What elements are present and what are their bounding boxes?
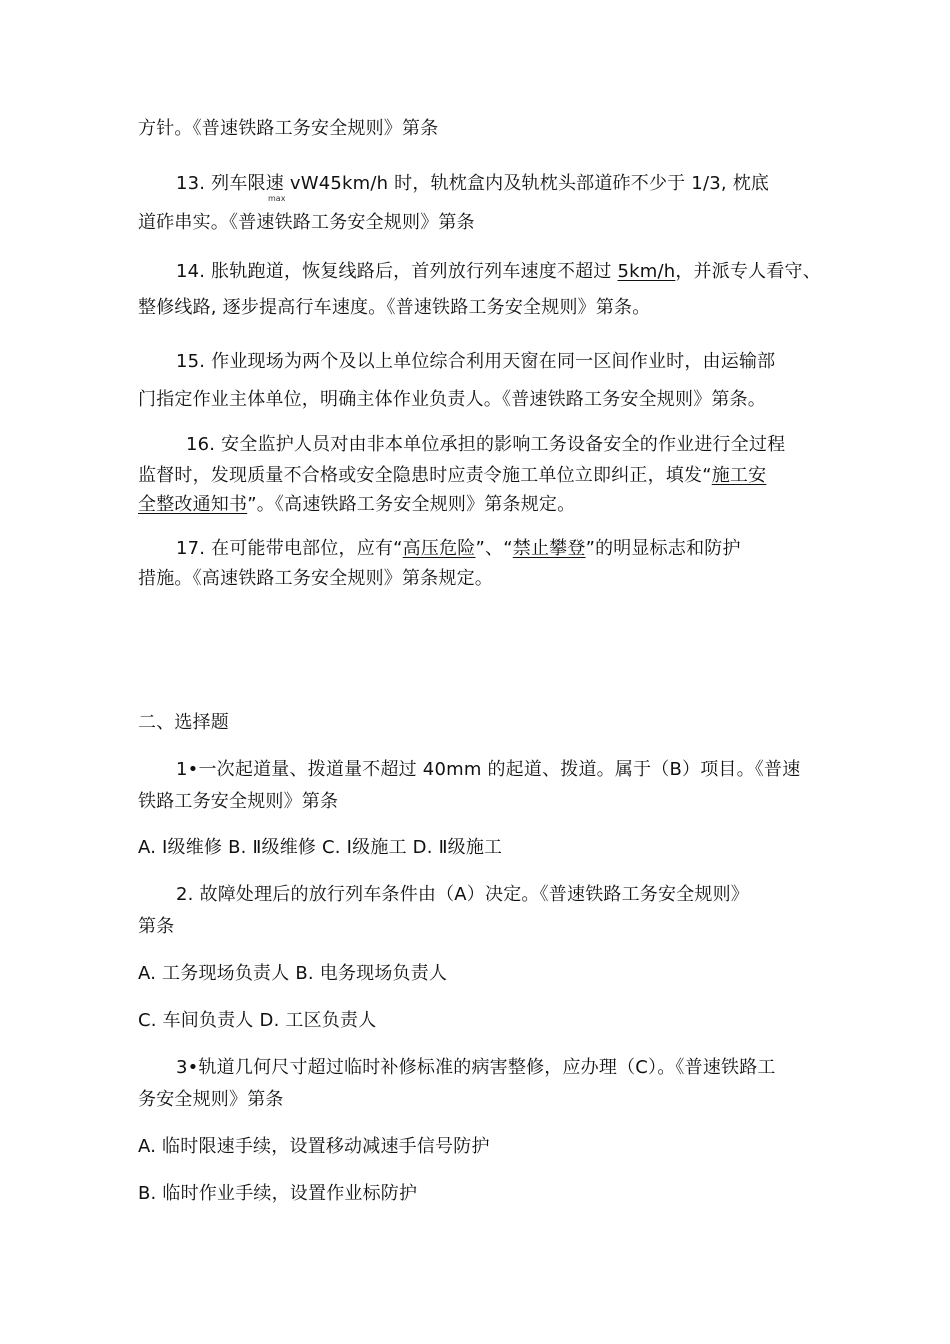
text: ”、“ xyxy=(475,538,513,559)
question-3-option-a: A. 临时限速手续，设置移动减速手信号防护 xyxy=(138,1136,490,1157)
question-2-line-1: 2. 故障处理后的放行列车条件由（A）决定。《普速铁路工务安全规则》 xyxy=(176,884,750,905)
item-16-line-1: 16. 安全监护人员对由非本单位承担的影响工务设备安全的作业进行全过程 xyxy=(186,434,786,455)
underlined-speed: 5km/h xyxy=(617,261,676,282)
question-3-line-1: 3•轨道几何尺寸超过临时补修标准的病害整修，应办理（C）。《普速铁路工 xyxy=(176,1057,776,1078)
underlined-sign: 禁止攀登 xyxy=(512,538,586,559)
item-15-line-2: 门指定作业主体单位，明确主体作业负责人。《普速铁路工务安全规则》第条。 xyxy=(138,389,766,410)
underlined-sign: 高压危险 xyxy=(402,538,476,559)
text-line: 方针。《普速铁路工务安全规则》第条 xyxy=(138,118,439,139)
item-13-line-2: 道砟串实。《普速铁路工务安全规则》第条 xyxy=(138,212,475,233)
item-13-line-1: 13. 列车限速 vW45km/h 时，轨枕盒内及轨枕头部道砟不少于 1/3, 枕底 xyxy=(176,173,770,194)
question-1-line-1: 1•一次起道量、拨道量不超过 40mm 的起道、拨道。属于（B）项目。《普速 xyxy=(176,759,801,780)
item-17-line-2: 措施。《高速铁路工务安全规则》第条规定。 xyxy=(138,568,493,589)
question-1-options: A. Ⅰ级维修 B. Ⅱ级维修 C. Ⅰ级施工 D. Ⅱ级施工 xyxy=(138,837,503,858)
item-14-line-2: 整修线路, 逐步提高行车速度。《普速铁路工务安全规则》第条。 xyxy=(138,297,651,318)
question-3-line-2: 务安全规则》第条 xyxy=(138,1089,284,1110)
section-heading: 二、选择题 xyxy=(138,712,229,733)
text: 14. 胀轨跑道，恢复线路后，首列放行列车速度不超过 xyxy=(176,261,618,282)
item-14-line-1 xyxy=(176,261,821,283)
underlined-notice: 施工安 xyxy=(711,465,767,486)
question-2-options-1: A. 工务现场负责人 B. 电务现场负责人 xyxy=(138,963,448,984)
speed-subscript: max xyxy=(268,194,286,203)
question-2-options-2: C. 车间负责人 D. 工区负责人 xyxy=(138,1010,377,1031)
question-1-line-2: 铁路工务安全规则》第条 xyxy=(138,791,339,812)
question-3-option-b: B. 临时作业手续，设置作业标防护 xyxy=(138,1183,418,1204)
underlined-notice: 全整改通知书 xyxy=(138,494,248,515)
text: ，并派专人看守、 xyxy=(675,261,821,282)
text: ”的明显标志和防护 xyxy=(585,538,741,559)
item-16-line-2 xyxy=(138,465,766,487)
item-17-line-1 xyxy=(176,538,741,560)
text: ”。《高速铁路工务安全规则》第条规定。 xyxy=(247,494,576,515)
item-15-line-1: 15. 作业现场为两个及以上单位综合利用天窗在同一区间作业时，由运输部 xyxy=(176,351,776,372)
text: 17. 在可能带电部位，应有“ xyxy=(176,538,403,559)
question-2-line-2: 第条 xyxy=(138,916,175,937)
text: 监督时，发现质量不合格或安全隐患时应责令施工单位立即纠正，填发“ xyxy=(138,465,712,486)
item-16-line-3 xyxy=(138,494,575,516)
